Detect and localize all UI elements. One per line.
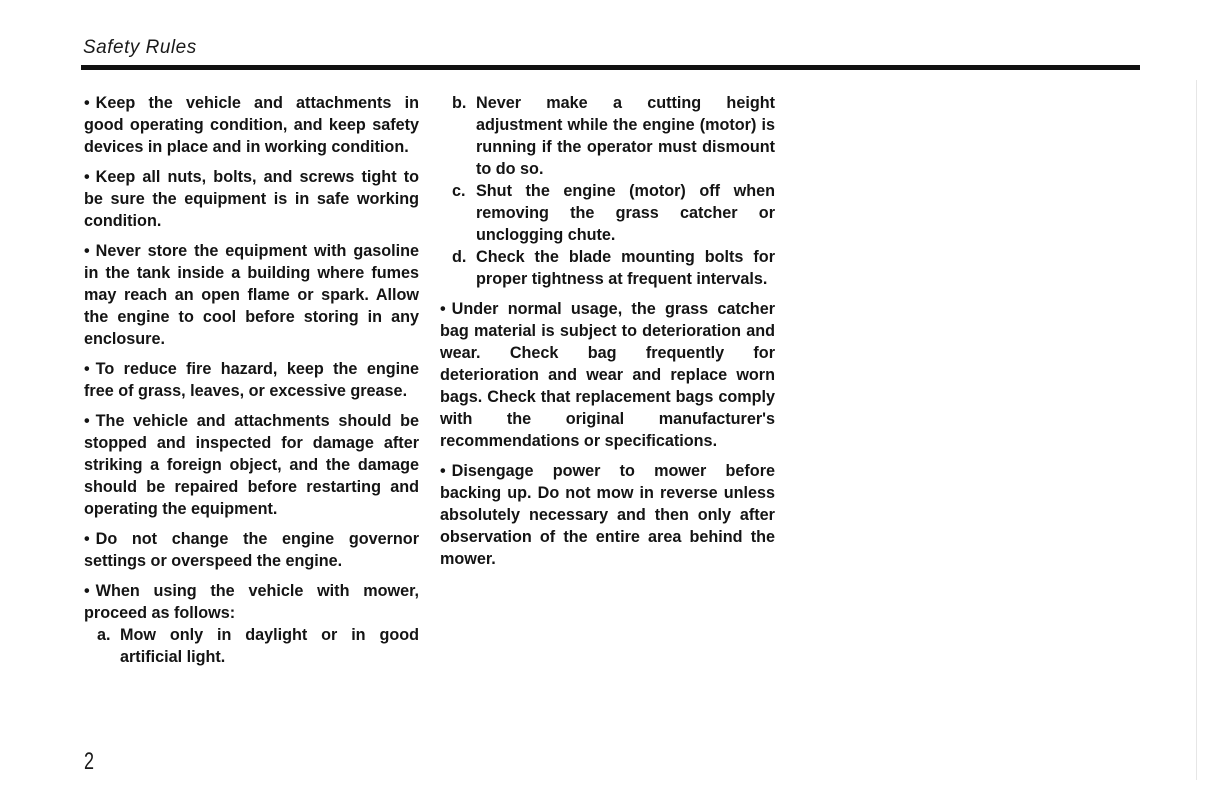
bullet-icon: • bbox=[84, 412, 90, 430]
sub-item bbox=[440, 180, 775, 246]
paragraph-text: When using the vehicle with mower, proceed as follows: bbox=[84, 582, 419, 622]
bullet-icon: • bbox=[84, 530, 90, 548]
paragraph-text: Disengage power to mower before backing up. Do not mow in reverse unless absolutely necessary and then only after observation of the entire area behind the mower. bbox=[440, 462, 775, 568]
page-header-title: Safety Rules bbox=[83, 37, 197, 58]
sub-item-letter: c. bbox=[452, 182, 466, 200]
safety-rule-paragraph bbox=[84, 580, 419, 624]
safety-rule-paragraph bbox=[84, 92, 419, 158]
bullet-icon: • bbox=[440, 300, 446, 318]
sub-item bbox=[440, 246, 775, 290]
sub-item-text: Shut the engine (motor) off when removing the grass catcher or unclogging chute. bbox=[476, 182, 775, 244]
bullet-icon: • bbox=[84, 94, 90, 112]
bullet-icon: • bbox=[84, 582, 90, 600]
safety-rule-paragraph bbox=[84, 410, 419, 520]
right-column bbox=[440, 92, 775, 578]
sub-item-text: Never make a cutting height adjustment while the engine (motor) is running if the operator must dismount to do so. bbox=[476, 94, 775, 178]
sub-item-letter: a. bbox=[97, 626, 111, 644]
sub-item bbox=[440, 92, 775, 180]
safety-rule-paragraph bbox=[440, 460, 775, 570]
bullet-icon: • bbox=[84, 242, 90, 260]
sub-item-text: Mow only in daylight or in good artificial light. bbox=[120, 626, 419, 666]
paragraph-text: Keep all nuts, bolts, and screws tight to be sure the equipment is in safe working condition. bbox=[84, 168, 419, 230]
left-column bbox=[84, 92, 419, 668]
safety-rule-paragraph bbox=[440, 298, 775, 452]
paragraph-text: Do not change the engine governor settings or overspeed the engine. bbox=[84, 530, 419, 570]
header-divider bbox=[81, 65, 1140, 70]
paragraph-text: Never store the equipment with gasoline in the tank inside a building where fumes may reach an open flame or spark. Allow the engine to cool before storing in any enclosure. bbox=[84, 242, 419, 348]
safety-rule-paragraph bbox=[84, 166, 419, 232]
sub-item-letter: b. bbox=[452, 94, 467, 112]
paragraph-text: To reduce fire hazard, keep the engine free of grass, leaves, or excessive grease. bbox=[84, 360, 419, 400]
paragraph-text: Under normal usage, the grass catcher bag material is subject to deterioration and wear. Check bag frequently for deterioration and wear and replace worn bags. Check that replacement bags comply with the original manufacturer's recommendations or specifications. bbox=[440, 300, 775, 450]
bullet-icon: • bbox=[84, 168, 90, 186]
paragraph-text: The vehicle and attachments should be stopped and inspected for damage after striking a foreign object, and the damage should be repaired before restarting and operating the equipment. bbox=[84, 412, 419, 518]
sub-item-text: Check the blade mounting bolts for proper tightness at frequent intervals. bbox=[476, 248, 775, 288]
page-number: 2 bbox=[84, 748, 95, 775]
sub-item-letter: d. bbox=[452, 248, 467, 266]
safety-rule-paragraph bbox=[84, 358, 419, 402]
safety-rule-paragraph bbox=[84, 528, 419, 572]
page-edge-line bbox=[1196, 80, 1197, 780]
safety-rule-paragraph bbox=[84, 240, 419, 350]
sub-item bbox=[84, 624, 419, 668]
spacer bbox=[440, 290, 775, 298]
bullet-icon: • bbox=[440, 462, 446, 480]
bullet-icon: • bbox=[84, 360, 90, 378]
paragraph-text: Keep the vehicle and attachments in good operating condition, and keep safety devices in place and in working condition. bbox=[84, 94, 419, 156]
